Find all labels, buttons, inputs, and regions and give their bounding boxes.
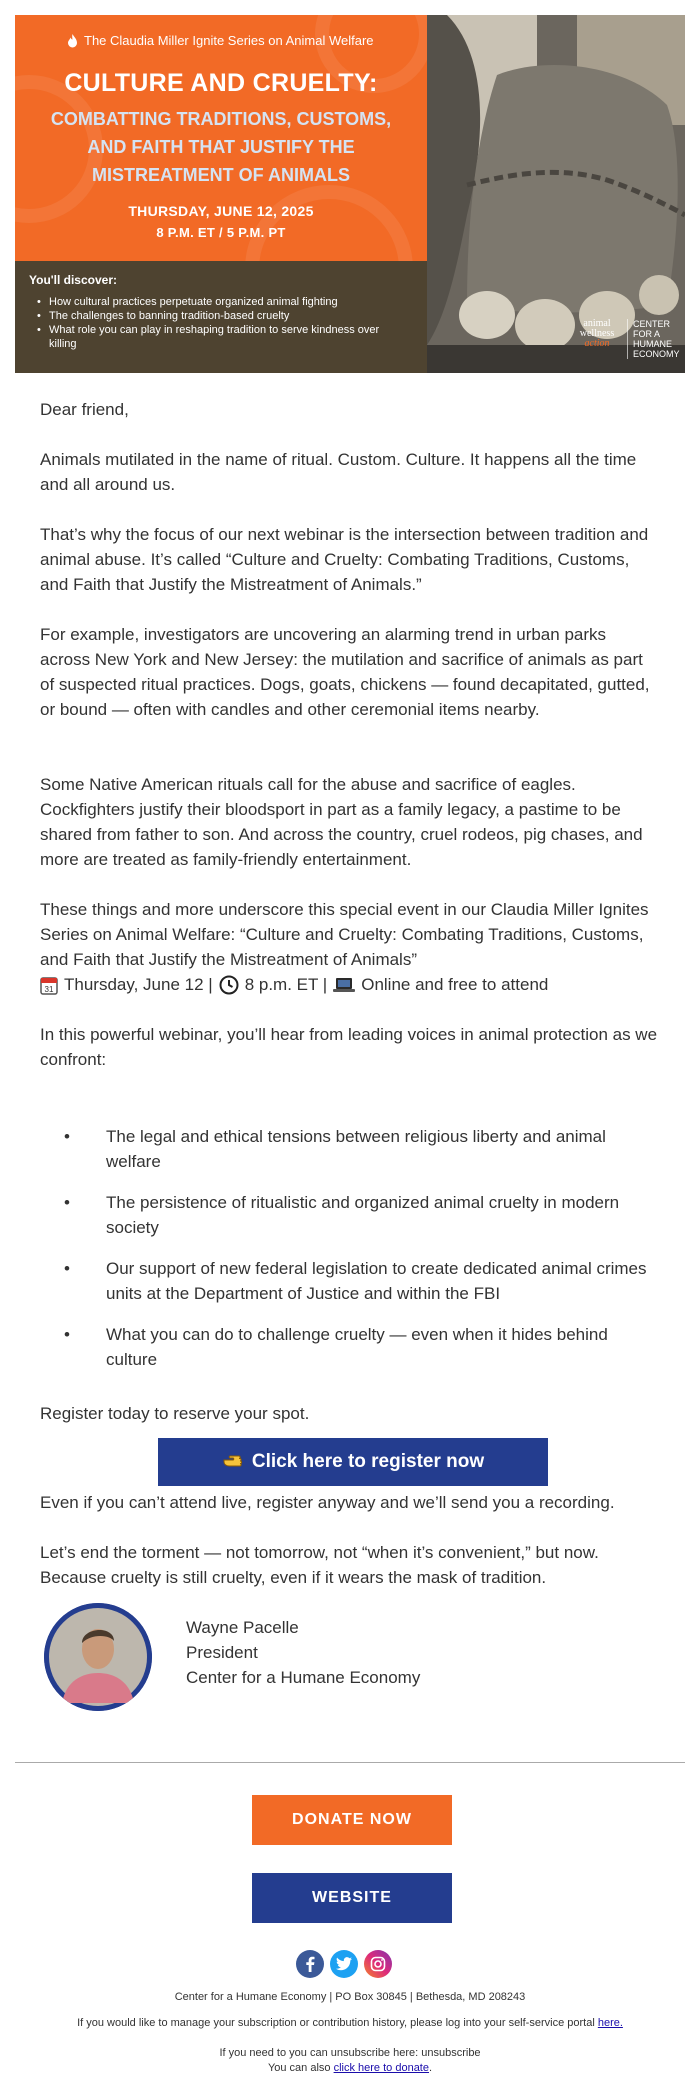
- hero-banner: [15, 15, 685, 373]
- register-prompt: Register today to reserve your spot.: [40, 1404, 310, 1423]
- paragraph: Let’s end the torment — not tomorrow, not “when it’s convenient,” but now. Because cruelty is still cruelty, even if it wears the mask of tradition.: [40, 1543, 599, 1587]
- paragraph: Some Native American rituals call for the abuse and sacrifice of eagles. Cockfighters justify their bloodsport in part as a family legacy, a pastime to be shared from father to son. And across the country, cruel rodeos, pig chases, and more are treated as family-friendly entertainment.: [40, 775, 643, 869]
- twitter-icon[interactable]: [330, 1950, 358, 1978]
- logo-che-line: CENTER: [633, 319, 671, 329]
- logo-che-line: FOR A: [633, 329, 661, 339]
- signature-org: Center for a Humane Economy: [186, 1668, 421, 1687]
- event-details: [40, 972, 660, 997]
- footer-manage-text: If you would like to manage your subscription or contribution history, please log into your self-service portal: [77, 2017, 595, 2029]
- discover-list: [29, 295, 409, 351]
- footer-donate-end: .: [428, 2062, 433, 2074]
- paragraph: Even if you can’t attend live, register anyway and we’ll send you a recording.: [40, 1493, 615, 1512]
- hero-subtitle: [31, 105, 411, 189]
- footer-manage: [15, 2016, 685, 2031]
- clock-icon: [219, 975, 239, 995]
- pointing-hand-icon: [222, 1452, 244, 1472]
- footer-unsubscribe: If you need to you can unsubscribe here: unsubscribe: [219, 2047, 481, 2059]
- list-item: • The legal and ethical tensions between religious liberty and animal welfare: [40, 1124, 660, 1174]
- social-links: [296, 1950, 392, 1978]
- website-button[interactable]: WEBSITE: [252, 1873, 452, 1923]
- svg-text:31: 31: [44, 984, 54, 994]
- paragraph: That’s why the focus of our next webinar is the intersection between tradition and animal abuse. It’s called “Culture and Cruelty: Combating Traditions, Customs, and Faith that Justify the Mistreatment of Animals.”: [40, 525, 649, 594]
- flame-icon: [67, 34, 78, 48]
- footer-donate-text: You can also: [267, 2062, 331, 2074]
- hero-subtitle-line: COMBATTING TRADITIONS, CUSTOMS,: [50, 109, 392, 129]
- hero-subtitle-line: AND FAITH THAT JUSTIFY THE: [87, 137, 355, 157]
- logo-awa-line: wellness: [579, 328, 615, 339]
- avatar: [44, 1603, 152, 1711]
- donate-button[interactable]: DONATE NOW: [252, 1795, 452, 1845]
- series-text: The Claudia Miller Ignite Series on Animal Welfare: [84, 33, 374, 48]
- event-date: Thursday, June 12 |: [64, 975, 213, 994]
- paragraph: In this powerful webinar, you’ll hear from leading voices in animal protection as we confront:: [40, 1025, 658, 1069]
- series-line: [67, 33, 374, 48]
- facebook-icon[interactable]: [296, 1950, 324, 1978]
- hero-title: CULTURE AND CRUELTY:: [64, 69, 378, 97]
- avatar-portrait: [44, 1603, 152, 1711]
- hero-date: THURSDAY, JUNE 12, 2025: [128, 203, 314, 219]
- discover-item: • The challenges to banning tradition-based cruelty: [29, 309, 409, 323]
- register-button[interactable]: [158, 1438, 548, 1486]
- event-place: Online and free to attend: [361, 975, 549, 994]
- logo-che-line: HUMANE: [633, 339, 673, 349]
- hero-time: 8 P.M. ET / 5 P.M. PT: [156, 225, 286, 240]
- hero-subtitle-line: MISTREATMENT OF ANIMALS: [92, 165, 350, 185]
- signature-name: Wayne Pacelle: [186, 1618, 299, 1637]
- manage-subscription-link[interactable]: here.: [597, 2017, 623, 2029]
- logo-che-line: ECONOMY: [633, 349, 680, 359]
- calendar-icon: [40, 975, 58, 995]
- list-item: • What you can do to challenge cruelty — even when it hides behind culture: [40, 1322, 660, 1372]
- hero-orange-panel: [15, 15, 427, 261]
- elephant-foot-photo: [427, 15, 685, 373]
- list-item: • The persistence of ritualistic and organized animal cruelty in modern society: [40, 1190, 660, 1240]
- animal-wellness-action-logo: [575, 319, 619, 349]
- logo-awa-line: animal: [583, 318, 611, 329]
- register-button-label: Click here to register now: [251, 1451, 485, 1472]
- discover-item: • How cultural practices perpetuate organized animal fighting: [29, 295, 409, 309]
- divider: [15, 1762, 685, 1763]
- discover-item: • What role you can play in reshaping tradition to serve kindness over killing: [29, 323, 409, 351]
- discover-heading: You'll discover:: [29, 273, 117, 287]
- center-humane-economy-logo: [627, 319, 683, 359]
- topics-list: [40, 1124, 660, 1388]
- logo-awa-line: action: [584, 338, 610, 349]
- instagram-icon[interactable]: [364, 1950, 392, 1978]
- paragraph: Animals mutilated in the name of ritual. Custom. Culture. It happens all the time and all around us.: [40, 450, 637, 494]
- paragraph: For example, investigators are uncovering an alarming trend in urban parks across New York and New Jersey: the mutilation and sacrifice of animals as part of suspected ritual practices. Dogs, goats, chickens — found decapitated, gutted, or bound — often with candles and other ceremonial items nearby.: [40, 625, 650, 719]
- footer-donate-line: [15, 2061, 685, 2076]
- event-time: 8 p.m. ET |: [244, 975, 328, 994]
- laptop-icon: [333, 976, 355, 994]
- donate-link[interactable]: click here to donate: [333, 2062, 429, 2074]
- list-item: • Our support of new federal legislation to create dedicated animal crimes units at the Department of Justice and within the FBI: [40, 1256, 660, 1306]
- footer-address: Center for a Humane Economy | PO Box 30845 | Bethesda, MD 208243: [174, 1991, 526, 2003]
- greeting: Dear friend,: [40, 400, 129, 419]
- paragraph: These things and more underscore this special event in our Claudia Miller Ignites Series on Animal Welfare: “Culture and Cruelty: Combating Traditions, Customs, and Faith that Justify the Mistreatment of Animals”: [40, 900, 649, 969]
- signature-role: President: [186, 1643, 258, 1662]
